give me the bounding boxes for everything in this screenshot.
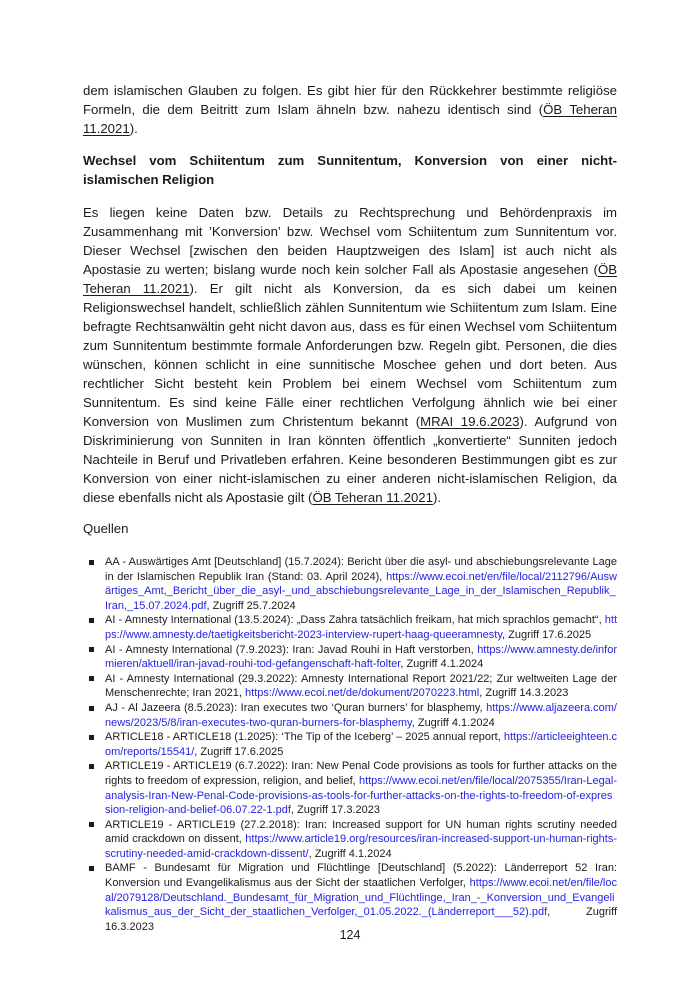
text-run: , Zugriff 17.3.2023 [290,804,380,817]
bullet-square-icon [89,764,94,769]
text-run: , Zugriff 16.3.2023 [105,906,617,933]
body-paragraph [83,203,617,507]
citation-link[interactable]: ÖB Teheran 11.2021 [83,262,617,296]
text-run: ). Er gilt nicht als Konversion, da es sich dabei um keinen Religionswechsel handelt, schließlich zählen Sunnitentum wie Schiitentum zum Islam. Eine befragte Rechtsanwältin geht nicht davon aus, dass es für einen Wechsel vom Schiitentum zum Sunnitentum bestimmte formale Anforderungen bzw. Regeln gibt. Personen, die dies wünschen, können schlicht in eine sunnitische Moschee gehen und dort beten. Aus rechtlicher Sicht besteht kein Problem bei einem Wechsel vom Schiitentum zum Sunnitentum. Es sind keine Fälle einer rechtlichen Verfolgung ähnlich wie bei einer Konversion von Muslimen zum Christentum bekannt ( [83,281,617,429]
source-item [83,818,617,862]
text-run: , Zugriff 14.3.2023 [479,687,569,700]
url-link[interactable]: https://www.ecoi.net/en/file/local/2112796/Auswärtiges_Amt,_Bericht_über_die_asyl-_und_abschiebungsrelevante_Lage_in_der_Islamischen_Republik_Iran,_15.07.2024.pdf [105,570,617,612]
text-run: AI - Amnesty International (13.5.2024): „Dass Zahra tatsächlich freikam, hat mich sprachlos gemacht“, [105,614,605,627]
text-run: , Zugriff 25.7.2024 [206,599,296,612]
text-run: ARTICLE19 - ARTICLE19 (27.2.2018): Iran: Increased support for UN human rights scrutiny needed amid crackdown on dissent, [105,818,617,846]
text-run: ARTICLE18 - ARTICLE18 (1.2025): ‘The Tip of the Iceberg’ – 2025 annual report, [105,731,504,744]
text-run: AJ - Al Jazeera (8.5.2023): Iran executes two ‘Quran burners’ for blasphemy, [105,701,487,714]
source-entry-text [105,556,617,612]
page-content [83,0,617,934]
bullet-square-icon [89,647,94,652]
text-run: , Zugriff 4.1.2024 [308,847,392,860]
bullet-square-icon [89,866,94,871]
text-run: , Zugriff 4.1.2024 [411,716,495,729]
source-item [83,861,617,934]
source-entry-text [105,644,617,671]
page-number: 124 [339,928,361,942]
source-item [83,613,617,642]
url-link[interactable]: https://www.amnesty.de/taetigkeitsbericht-2023-interview-rupert-haag-queeramnesty [105,614,617,641]
text-run: , Zugriff 4.1.2024 [400,658,484,671]
bullet-square-icon [89,618,94,623]
text-run: AI - Amnesty International (7.9.2023): Iran: Javad Rouhi in Haft verstorben, [105,643,478,656]
source-item [83,672,617,701]
source-entry-text [105,702,617,729]
source-item [83,643,617,672]
source-entry-text [105,819,617,860]
url-link[interactable]: https://www.article19.org/resources/iran-increased-support-un-human-rights-scrutiny-needed-amid-crackdown-dissent/ [105,833,617,860]
url-link[interactable]: https://articleeighteen.com/reports/15541/ [105,731,617,758]
source-entry-text [105,673,617,700]
text-run: , Zugriff 17.6.2025 [502,628,592,641]
url-link[interactable]: https://www.aljazeera.com/news/2023/5/8/iran-executes-two-quran-burners-for-blasphemy [105,701,617,729]
text-run: dem islamischen Glauben zu folgen. Es gibt hier für den Rückkehrer bestimmte religiöse Formeln, die dem Beitritt zum Islam ähneln bzw. nahezu identisch sind ( [83,83,617,117]
section-heading: Wechsel vom Schiitentum zum Sunnitentum, Konversion von einer nicht-islamischen Religion [83,153,617,187]
sources-heading: Quellen [83,521,129,536]
text-run: ). [432,490,442,505]
bullet-square-icon [89,560,94,565]
text-run: Es liegen keine Daten bzw. Details zu Rechtsprechung und Behördenpraxis im Zusammenhang mit ’Konversion’ bzw. Wechsel vom Schiitentum zum Sunnitentum vor. Dieser Wechsel [zwischen den beiden Hauptzweigen des Islam] ist auch nicht als Apostasie zu werten; bislang wurde noch kein solcher Fall als Apostasie angesehen ( [83,205,617,277]
intro-paragraph [83,81,617,138]
text-run: , Zugriff 17.6.2025 [194,745,284,758]
source-item [83,730,617,759]
text-run: ARTICLE19 - ARTICLE19 (6.7.2022): Iran: New Penal Code provisions as tools for further attacks on the rights to freedom of expression, religion, and belief, [105,760,617,787]
citation-link[interactable]: ÖB Teheran 11.2021 [312,490,433,505]
url-link[interactable]: https://www.ecoi.net/en/file/local/2075355/Iran-Legal-analysis-Iran-New-Penal-Code-provisions-as-tools-for-further-attacks-on-the-rights-to-freedom-of-expression-religion-and-belief-06.07.22-1.pdf [105,774,617,817]
url-link[interactable]: https://www.amnesty.de/informieren/aktuell/iran-javad-rouhi-tod-gefangenschaft-haft-folter [105,643,617,671]
source-entry-text [105,731,617,758]
source-entry-text [105,614,617,641]
bullet-square-icon [89,822,94,827]
text-run: BAMF - Bundesamt für Migration und Flüchtlinge [Deutschland] (5.2022): Länderreport 52 Iran: Konversion und Evangelikalismus aus der Sicht der staatlichen Verfolger, [105,862,617,890]
source-item [83,701,617,730]
bullet-square-icon [89,735,94,740]
source-entry-text [105,862,617,932]
text-run: ). Aufgrund von Diskriminierung von Sunniten in Iran könnten öffentlich „konvertierte“ Sunniten jedoch Nachteile in Beruf und Privatleben erfahren. Keine besonderen Bestimmungen gibt es zur Konversion von einer nicht-islamischen zu einer anderen nicht-islamischen Religion, da diese ebenfalls nicht als Apostasie gilt ( [83,414,617,505]
bullet-square-icon [89,706,94,711]
sources-list [83,555,617,934]
url-link[interactable]: https://www.ecoi.net/de/dokument/2070223.html [245,687,480,700]
text-run: ). [129,121,138,136]
source-item [83,759,617,817]
url-link[interactable]: https://www.ecoi.net/en/file/local/2079128/Deutschland._Bundesamt_für_Migration_und_Flüchtlinge,_Iran_-_Konversion_und_Evangelikalismus_aus_der_Sicht_der_staatlichen_Verfolger,_01.05.2022._(Länderreport___52).pdf [105,877,617,919]
text-run: AI - Amnesty International (29.3.2022): Amnesty International Report 2021/22; Zur weltweiten Lage der Menschenrechte; Iran 2021, [105,672,617,700]
citation-link[interactable]: MRAI 19.6.2023 [420,414,520,429]
citation-link[interactable]: ÖB Teheran 11.2021 [83,102,617,136]
bullet-square-icon [89,676,94,681]
source-item [83,555,617,613]
source-entry-text [105,760,617,816]
text-run: AA - Auswärtiges Amt [Deutschland] (15.7.2024): Bericht über die asyl- und abschiebungsrelevante Lage in der Islamischen Republik Iran (Stand: 03. April 2024), [105,556,617,583]
